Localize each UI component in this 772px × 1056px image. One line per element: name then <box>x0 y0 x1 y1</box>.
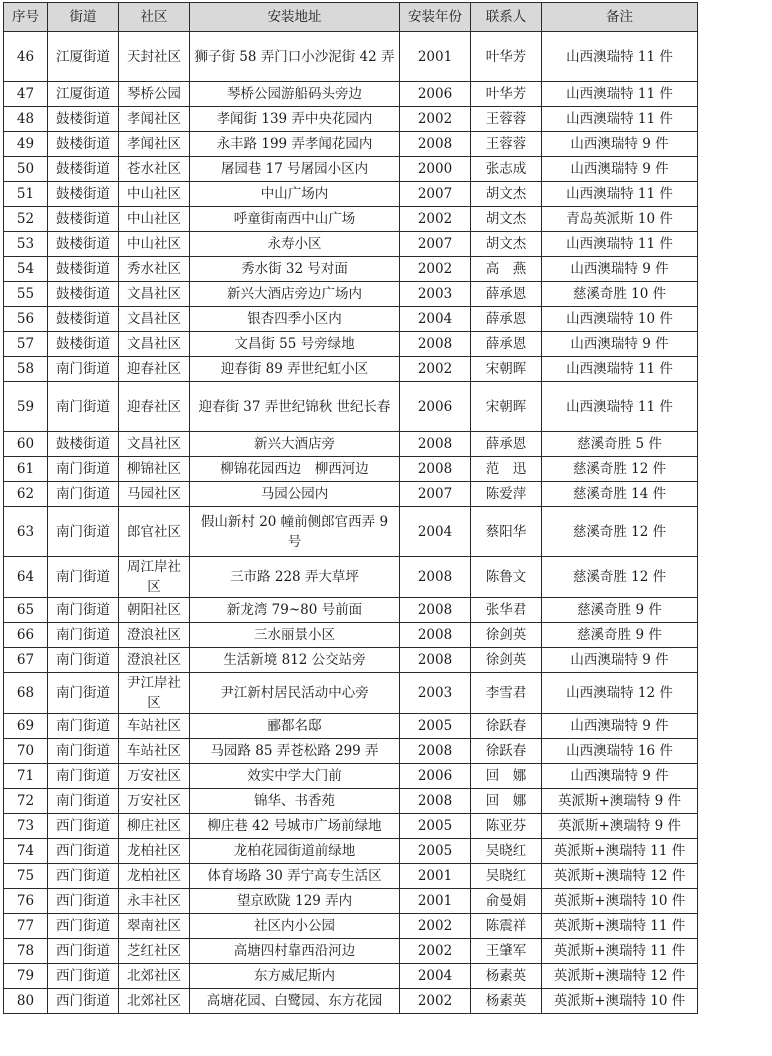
cell-street: 西门街道 <box>48 914 119 939</box>
cell-year: 2008 <box>400 332 471 357</box>
cell-address: 孝闻街 139 弄中央花园内 <box>190 107 400 132</box>
cell-contact: 张华君 <box>471 598 542 623</box>
cell-year: 2008 <box>400 598 471 623</box>
cell-no: 50 <box>4 157 48 182</box>
table-row <box>4 357 698 382</box>
cell-year: 2005 <box>400 839 471 864</box>
cell-street: 南门街道 <box>48 382 119 432</box>
cell-contact: 徐剑英 <box>471 648 542 673</box>
table-row <box>4 989 698 1014</box>
cell-street: 鼓楼街道 <box>48 182 119 207</box>
cell-community: 文昌社区 <box>119 282 190 307</box>
cell-address: 永寿小区 <box>190 232 400 257</box>
cell-community: 秀水社区 <box>119 257 190 282</box>
cell-note: 山西澳瑞特 9 件 <box>542 157 698 182</box>
cell-community: 天封社区 <box>119 32 190 82</box>
cell-year: 2003 <box>400 282 471 307</box>
cell-contact: 叶华芳 <box>471 82 542 107</box>
cell-contact: 徐跃春 <box>471 714 542 739</box>
cell-street: 西门街道 <box>48 889 119 914</box>
cell-no: 53 <box>4 232 48 257</box>
cell-year: 2008 <box>400 457 471 482</box>
cell-year: 2008 <box>400 132 471 157</box>
header-street: 街道 <box>48 3 119 32</box>
cell-contact: 薛承恩 <box>471 432 542 457</box>
cell-contact: 陈爱萍 <box>471 482 542 507</box>
cell-note: 山西澳瑞特 11 件 <box>542 382 698 432</box>
cell-note: 慈溪奇胜 5 件 <box>542 432 698 457</box>
cell-year: 2002 <box>400 207 471 232</box>
table-row <box>4 307 698 332</box>
table-row <box>4 282 698 307</box>
cell-street: 鼓楼街道 <box>48 157 119 182</box>
cell-year: 2004 <box>400 964 471 989</box>
cell-note: 英派斯+澳瑞特 12 件 <box>542 864 698 889</box>
table-row <box>4 82 698 107</box>
cell-no: 68 <box>4 673 48 714</box>
cell-community: 文昌社区 <box>119 332 190 357</box>
cell-community: 迎春社区 <box>119 382 190 432</box>
cell-contact: 王肇军 <box>471 939 542 964</box>
table-row <box>4 432 698 457</box>
cell-contact: 王蓉蓉 <box>471 107 542 132</box>
header-year: 安装年份 <box>400 3 471 32</box>
cell-no: 51 <box>4 182 48 207</box>
cell-community: 芝红社区 <box>119 939 190 964</box>
cell-address: 秀水街 32 号对面 <box>190 257 400 282</box>
cell-community: 孝闻社区 <box>119 132 190 157</box>
cell-contact: 杨素英 <box>471 964 542 989</box>
cell-address: 高塘花园、白鹭园、东方花园 <box>190 989 400 1014</box>
cell-year: 2008 <box>400 789 471 814</box>
cell-year: 2001 <box>400 32 471 82</box>
cell-street: 鼓楼街道 <box>48 232 119 257</box>
cell-address: 迎春街 37 弄世纪锦秋 世纪长春 <box>190 382 400 432</box>
cell-note: 英派斯+澳瑞特 9 件 <box>542 789 698 814</box>
cell-street: 西门街道 <box>48 839 119 864</box>
header-row <box>4 3 698 32</box>
cell-note: 英派斯+澳瑞特 10 件 <box>542 989 698 1014</box>
cell-note: 青岛英派斯 10 件 <box>542 207 698 232</box>
cell-note: 山西澳瑞特 9 件 <box>542 648 698 673</box>
table-row <box>4 789 698 814</box>
cell-street: 鼓楼街道 <box>48 307 119 332</box>
cell-year: 2002 <box>400 357 471 382</box>
cell-contact: 杨素英 <box>471 989 542 1014</box>
cell-no: 74 <box>4 839 48 864</box>
cell-street: 南门街道 <box>48 648 119 673</box>
cell-address: 文昌街 55 号旁绿地 <box>190 332 400 357</box>
cell-address: 银杏四季小区内 <box>190 307 400 332</box>
cell-year: 2008 <box>400 557 471 598</box>
cell-contact: 吴晓红 <box>471 839 542 864</box>
cell-note: 山西澳瑞特 9 件 <box>542 257 698 282</box>
cell-street: 南门街道 <box>48 764 119 789</box>
cell-street: 西门街道 <box>48 989 119 1014</box>
cell-street: 鼓楼街道 <box>48 257 119 282</box>
cell-contact: 叶华芳 <box>471 32 542 82</box>
cell-year: 2006 <box>400 82 471 107</box>
cell-year: 2007 <box>400 182 471 207</box>
cell-contact: 李雪君 <box>471 673 542 714</box>
table-row <box>4 939 698 964</box>
cell-address: 望京欧陇 129 弄内 <box>190 889 400 914</box>
cell-note: 慈溪奇胜 14 件 <box>542 482 698 507</box>
cell-address: 新龙湾 79~80 号前面 <box>190 598 400 623</box>
header-note: 备注 <box>542 3 698 32</box>
cell-year: 2004 <box>400 507 471 557</box>
cell-no: 61 <box>4 457 48 482</box>
cell-address: 狮子街 58 弄门口小沙泥街 42 弄 <box>190 32 400 82</box>
cell-year: 2008 <box>400 623 471 648</box>
cell-community: 孝闻社区 <box>119 107 190 132</box>
cell-note: 慈溪奇胜 9 件 <box>542 623 698 648</box>
cell-street: 鼓楼街道 <box>48 332 119 357</box>
table-row <box>4 914 698 939</box>
cell-note: 英派斯+澳瑞特 10 件 <box>542 889 698 914</box>
cell-contact: 回 娜 <box>471 789 542 814</box>
table-row <box>4 557 698 598</box>
cell-no: 79 <box>4 964 48 989</box>
table-row <box>4 132 698 157</box>
cell-note: 山西澳瑞特 16 件 <box>542 739 698 764</box>
cell-contact: 薛承恩 <box>471 332 542 357</box>
cell-no: 47 <box>4 82 48 107</box>
cell-year: 2005 <box>400 714 471 739</box>
table-row <box>4 507 698 557</box>
cell-street: 江厦街道 <box>48 82 119 107</box>
cell-note: 山西澳瑞特 11 件 <box>542 357 698 382</box>
cell-community: 朝阳社区 <box>119 598 190 623</box>
table-row <box>4 764 698 789</box>
cell-year: 2001 <box>400 889 471 914</box>
cell-note: 英派斯+澳瑞特 11 件 <box>542 939 698 964</box>
cell-street: 西门街道 <box>48 814 119 839</box>
cell-contact: 高 燕 <box>471 257 542 282</box>
cell-year: 2004 <box>400 307 471 332</box>
cell-community: 车站社区 <box>119 714 190 739</box>
cell-street: 南门街道 <box>48 739 119 764</box>
cell-note: 山西澳瑞特 12 件 <box>542 673 698 714</box>
cell-note: 慈溪奇胜 12 件 <box>542 457 698 482</box>
cell-community: 中山社区 <box>119 232 190 257</box>
cell-address: 柳庄巷 42 号城市广场前绿地 <box>190 814 400 839</box>
cell-year: 2000 <box>400 157 471 182</box>
cell-community: 中山社区 <box>119 207 190 232</box>
cell-address: 呼童街南西中山广场 <box>190 207 400 232</box>
cell-no: 57 <box>4 332 48 357</box>
cell-address: 生活新境 812 公交站旁 <box>190 648 400 673</box>
cell-address: 郦都名邸 <box>190 714 400 739</box>
cell-note: 英派斯+澳瑞特 9 件 <box>542 814 698 839</box>
cell-no: 46 <box>4 32 48 82</box>
cell-street: 南门街道 <box>48 457 119 482</box>
cell-community: 永丰社区 <box>119 889 190 914</box>
header-no: 序号 <box>4 3 48 32</box>
cell-address: 三市路 228 弄大草坪 <box>190 557 400 598</box>
cell-no: 63 <box>4 507 48 557</box>
cell-no: 75 <box>4 864 48 889</box>
table-row <box>4 457 698 482</box>
cell-address: 中山广场内 <box>190 182 400 207</box>
cell-year: 2003 <box>400 673 471 714</box>
cell-year: 2008 <box>400 739 471 764</box>
cell-contact: 回 娜 <box>471 764 542 789</box>
table-row <box>4 482 698 507</box>
cell-community: 文昌社区 <box>119 307 190 332</box>
table-row <box>4 739 698 764</box>
cell-contact: 俞曼娟 <box>471 889 542 914</box>
cell-note: 山西澳瑞特 11 件 <box>542 32 698 82</box>
cell-contact: 陈亚芬 <box>471 814 542 839</box>
cell-no: 69 <box>4 714 48 739</box>
cell-no: 78 <box>4 939 48 964</box>
cell-street: 南门街道 <box>48 714 119 739</box>
cell-no: 52 <box>4 207 48 232</box>
table-row <box>4 889 698 914</box>
cell-year: 2008 <box>400 432 471 457</box>
cell-year: 2002 <box>400 257 471 282</box>
table-row <box>4 864 698 889</box>
cell-no: 71 <box>4 764 48 789</box>
cell-address: 高塘四村靠西沿河边 <box>190 939 400 964</box>
cell-note: 慈溪奇胜 9 件 <box>542 598 698 623</box>
cell-street: 鼓楼街道 <box>48 107 119 132</box>
cell-street: 南门街道 <box>48 557 119 598</box>
cell-contact: 胡文杰 <box>471 182 542 207</box>
cell-year: 2001 <box>400 864 471 889</box>
cell-address: 三水丽景小区 <box>190 623 400 648</box>
cell-contact: 胡文杰 <box>471 232 542 257</box>
cell-community: 龙柏社区 <box>119 839 190 864</box>
cell-street: 西门街道 <box>48 939 119 964</box>
cell-contact: 蔡阳华 <box>471 507 542 557</box>
cell-address: 东方威尼斯内 <box>190 964 400 989</box>
cell-address: 马园公园内 <box>190 482 400 507</box>
table-row <box>4 623 698 648</box>
cell-no: 59 <box>4 382 48 432</box>
cell-address: 尹江新村居民活动中心旁 <box>190 673 400 714</box>
cell-community: 北郊社区 <box>119 964 190 989</box>
cell-community: 翠南社区 <box>119 914 190 939</box>
cell-community: 文昌社区 <box>119 432 190 457</box>
cell-year: 2007 <box>400 482 471 507</box>
cell-contact: 陈震祥 <box>471 914 542 939</box>
cell-community: 澄浪社区 <box>119 648 190 673</box>
cell-year: 2002 <box>400 107 471 132</box>
table-row <box>4 32 698 82</box>
table-row <box>4 964 698 989</box>
cell-no: 58 <box>4 357 48 382</box>
cell-no: 55 <box>4 282 48 307</box>
cell-year: 2005 <box>400 814 471 839</box>
cell-no: 80 <box>4 989 48 1014</box>
cell-street: 南门街道 <box>48 507 119 557</box>
cell-community: 万安社区 <box>119 789 190 814</box>
table-row <box>4 382 698 432</box>
cell-contact: 吴晓红 <box>471 864 542 889</box>
cell-address: 柳锦花园西边 柳西河边 <box>190 457 400 482</box>
cell-note: 山西澳瑞特 9 件 <box>542 132 698 157</box>
table-row <box>4 839 698 864</box>
cell-address: 马园路 85 弄苍松路 299 弄 <box>190 739 400 764</box>
cell-address: 体育场路 30 弄宁高专生活区 <box>190 864 400 889</box>
cell-community: 尹江岸社区 <box>119 673 190 714</box>
cell-no: 65 <box>4 598 48 623</box>
cell-note: 山西澳瑞特 11 件 <box>542 232 698 257</box>
cell-address: 永丰路 199 弄孝闻花园内 <box>190 132 400 157</box>
table-row <box>4 714 698 739</box>
cell-street: 南门街道 <box>48 623 119 648</box>
cell-community: 北郊社区 <box>119 989 190 1014</box>
cell-community: 澄浪社区 <box>119 623 190 648</box>
cell-no: 48 <box>4 107 48 132</box>
cell-no: 64 <box>4 557 48 598</box>
cell-street: 西门街道 <box>48 864 119 889</box>
cell-community: 马园社区 <box>119 482 190 507</box>
cell-address: 锦华、书香苑 <box>190 789 400 814</box>
cell-contact: 胡文杰 <box>471 207 542 232</box>
table-row <box>4 232 698 257</box>
cell-street: 南门街道 <box>48 789 119 814</box>
cell-address: 迎春街 89 弄世纪虹小区 <box>190 357 400 382</box>
table-row <box>4 673 698 714</box>
cell-address: 假山新村 20 幢前侧郎官西弄 9 号 <box>190 507 400 557</box>
cell-note: 山西澳瑞特 11 件 <box>542 107 698 132</box>
cell-no: 72 <box>4 789 48 814</box>
cell-street: 南门街道 <box>48 598 119 623</box>
cell-community: 琴桥公园 <box>119 82 190 107</box>
cell-community: 万安社区 <box>119 764 190 789</box>
cell-community: 郎官社区 <box>119 507 190 557</box>
cell-contact: 范 迅 <box>471 457 542 482</box>
cell-year: 2002 <box>400 914 471 939</box>
header-contact: 联系人 <box>471 3 542 32</box>
cell-street: 南门街道 <box>48 357 119 382</box>
cell-no: 70 <box>4 739 48 764</box>
cell-address: 新兴大酒店旁边广场内 <box>190 282 400 307</box>
table-row <box>4 814 698 839</box>
table-row <box>4 598 698 623</box>
cell-no: 77 <box>4 914 48 939</box>
cell-no: 54 <box>4 257 48 282</box>
cell-address: 社区内小公园 <box>190 914 400 939</box>
table-row <box>4 107 698 132</box>
cell-street: 南门街道 <box>48 482 119 507</box>
cell-address: 新兴大酒店旁 <box>190 432 400 457</box>
cell-community: 龙柏社区 <box>119 864 190 889</box>
cell-no: 73 <box>4 814 48 839</box>
cell-no: 56 <box>4 307 48 332</box>
table-row <box>4 332 698 357</box>
cell-address: 屠园巷 17 号屠园小区内 <box>190 157 400 182</box>
cell-year: 2008 <box>400 648 471 673</box>
cell-contact: 陈鲁文 <box>471 557 542 598</box>
cell-note: 慈溪奇胜 10 件 <box>542 282 698 307</box>
cell-note: 英派斯+澳瑞特 12 件 <box>542 964 698 989</box>
cell-no: 62 <box>4 482 48 507</box>
cell-address: 效实中学大门前 <box>190 764 400 789</box>
cell-note: 山西澳瑞特 10 件 <box>542 307 698 332</box>
cell-street: 南门街道 <box>48 673 119 714</box>
cell-address: 龙柏花园街道前绿地 <box>190 839 400 864</box>
cell-street: 江厦街道 <box>48 32 119 82</box>
cell-address: 琴桥公园游船码头旁边 <box>190 82 400 107</box>
cell-note: 英派斯+澳瑞特 11 件 <box>542 914 698 939</box>
header-community: 社区 <box>119 3 190 32</box>
cell-community: 苍水社区 <box>119 157 190 182</box>
cell-contact: 宋朝晖 <box>471 382 542 432</box>
cell-year: 2002 <box>400 989 471 1014</box>
cell-contact: 宋朝晖 <box>471 357 542 382</box>
cell-community: 周江岸社区 <box>119 557 190 598</box>
cell-contact: 王蓉蓉 <box>471 132 542 157</box>
cell-year: 2006 <box>400 382 471 432</box>
table-row <box>4 648 698 673</box>
cell-contact: 徐跃春 <box>471 739 542 764</box>
cell-note: 山西澳瑞特 11 件 <box>542 82 698 107</box>
cell-note: 慈溪奇胜 12 件 <box>542 507 698 557</box>
cell-no: 60 <box>4 432 48 457</box>
table-row <box>4 157 698 182</box>
equipment-table <box>3 2 698 1014</box>
header-address: 安装地址 <box>190 3 400 32</box>
table-wrapper <box>3 2 698 1014</box>
cell-contact: 徐剑英 <box>471 623 542 648</box>
table-row <box>4 257 698 282</box>
cell-no: 67 <box>4 648 48 673</box>
table-row <box>4 182 698 207</box>
cell-contact: 张志成 <box>471 157 542 182</box>
cell-year: 2002 <box>400 939 471 964</box>
cell-contact: 薛承恩 <box>471 307 542 332</box>
cell-community: 柳庄社区 <box>119 814 190 839</box>
cell-community: 柳锦社区 <box>119 457 190 482</box>
cell-note: 山西澳瑞特 9 件 <box>542 764 698 789</box>
table-row <box>4 207 698 232</box>
cell-no: 66 <box>4 623 48 648</box>
cell-community: 迎春社区 <box>119 357 190 382</box>
cell-note: 山西澳瑞特 9 件 <box>542 332 698 357</box>
cell-community: 中山社区 <box>119 182 190 207</box>
cell-year: 2006 <box>400 764 471 789</box>
cell-street: 西门街道 <box>48 964 119 989</box>
cell-street: 鼓楼街道 <box>48 132 119 157</box>
cell-note: 山西澳瑞特 11 件 <box>542 182 698 207</box>
cell-no: 76 <box>4 889 48 914</box>
cell-year: 2007 <box>400 232 471 257</box>
cell-note: 英派斯+澳瑞特 11 件 <box>542 839 698 864</box>
cell-community: 车站社区 <box>119 739 190 764</box>
cell-note: 山西澳瑞特 9 件 <box>542 714 698 739</box>
cell-note: 慈溪奇胜 12 件 <box>542 557 698 598</box>
cell-street: 鼓楼街道 <box>48 282 119 307</box>
cell-street: 鼓楼街道 <box>48 432 119 457</box>
cell-no: 49 <box>4 132 48 157</box>
cell-contact: 薛承恩 <box>471 282 542 307</box>
cell-street: 鼓楼街道 <box>48 207 119 232</box>
